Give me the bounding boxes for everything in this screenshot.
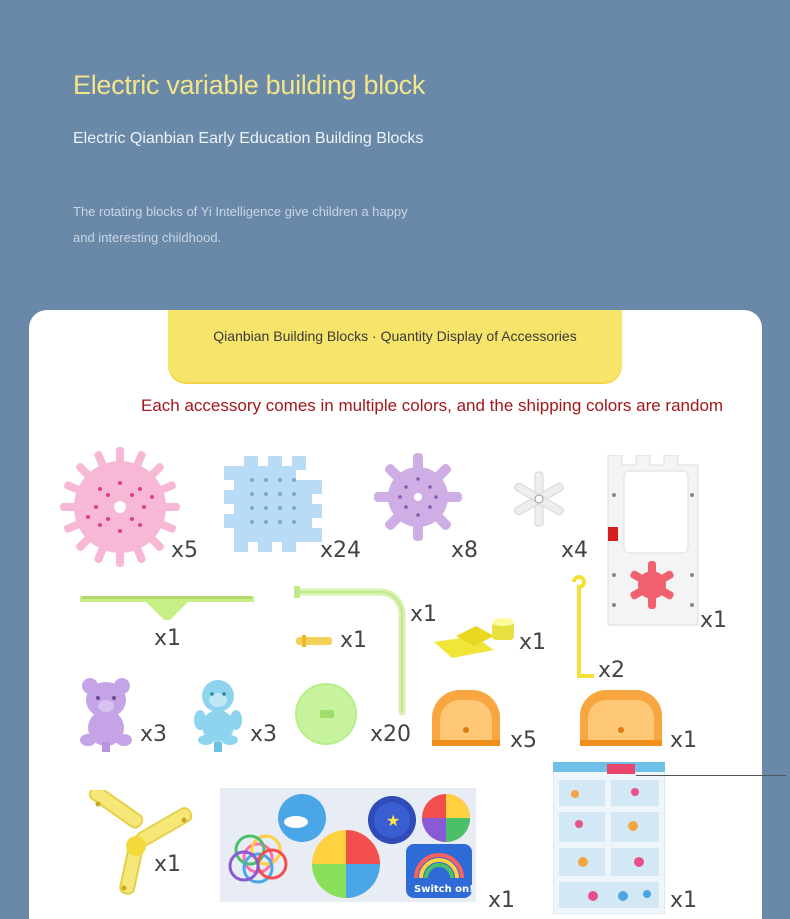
green-disc-quantity: x20 [370,722,412,747]
hero-description: The rotating blocks of Yi Intelligence give children a happy and interesting childhood. [73,204,408,245]
orange-arch-large-image [580,690,662,746]
purple-bear-quantity: x3 [140,722,168,747]
green-base-quantity: x1 [154,626,182,651]
orange-arch-small-image [432,690,500,746]
hero-title: Electric variable building block [73,70,426,100]
blue-figure-image [192,678,244,754]
color-notice: Each accessory comes in multiple colors, and the shipping colors are random [141,396,724,415]
svg-text:Switch on!: Switch on! [414,884,474,895]
motor-box-quantity: x1 [700,608,728,633]
banner-label: Qianbian Building Blocks · Quantity Display of Accessories [213,328,577,344]
hero-subtitle: Electric Qianbian Early Education Building Blocks [73,130,424,147]
manual-quantity: x1 [670,888,698,913]
peg-quantity: x1 [340,628,368,653]
hook-rod-quantity: x2 [598,658,626,683]
blue-plate-quantity: x24 [320,538,362,563]
yellow-propeller-image [84,790,200,900]
pink-gear-quantity: x5 [171,538,199,563]
orange-arch-large-quantity: x1 [670,728,698,753]
hook-rod-image [564,572,598,682]
bent-pipe-quantity: x1 [410,602,438,627]
purple-gear-image [372,451,464,543]
sticker-sheet-image [220,788,476,902]
yellow-funnel-image [430,616,520,662]
blue-plate-image [224,456,322,552]
green-base-image [80,592,254,622]
blue-figure-quantity: x3 [250,722,278,747]
svg-text:★: ★ [386,813,401,830]
white-star-image [510,470,568,528]
pink-gear-image [58,445,182,569]
orange-arch-small-quantity: x5 [510,728,538,753]
green-disc-image [294,682,358,746]
purple-gear-quantity: x8 [451,538,479,563]
divider-line [636,775,786,776]
purple-bear-image [78,676,134,754]
white-star-quantity: x4 [561,538,589,563]
accessories-banner [168,310,622,382]
motor-box-image [602,455,704,631]
yellow-propeller-quantity: x1 [154,852,182,877]
peg-image [296,633,336,649]
yellow-funnel-quantity: x1 [519,630,547,655]
manual-image [553,762,665,914]
stickers-quantity: x1 [488,888,516,913]
